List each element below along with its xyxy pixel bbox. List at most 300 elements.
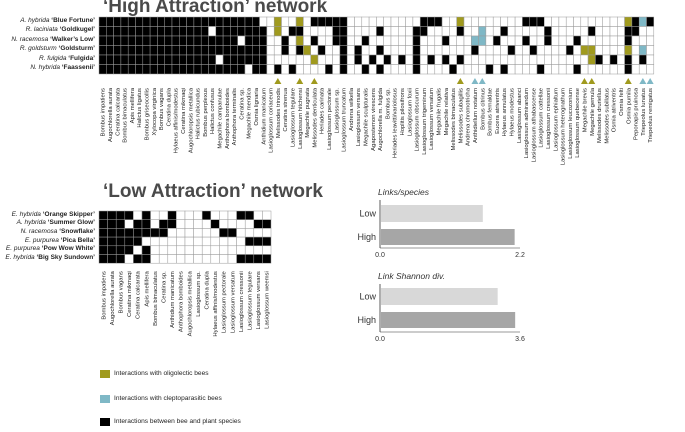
interaction-cell — [176, 246, 185, 255]
interaction-cell — [522, 27, 529, 37]
plant-cultivar: ‘Goldsturm’ — [58, 45, 95, 52]
interaction-cell — [537, 17, 544, 27]
interaction-cell — [150, 55, 157, 65]
bee-label: Hylaeus affinis/modestus — [173, 88, 180, 154]
interaction-cell — [428, 36, 435, 46]
interaction-cell — [347, 27, 354, 37]
interaction-cell — [435, 55, 442, 65]
interaction-cell — [245, 237, 254, 246]
interaction-cell — [515, 65, 522, 75]
interaction-cell — [303, 46, 310, 56]
interaction-cell — [165, 55, 172, 65]
interaction-cell — [369, 65, 376, 75]
interaction-cell — [125, 237, 134, 246]
bee-label: Bombus citrinus — [480, 88, 487, 130]
interaction-cell — [267, 46, 274, 56]
interaction-cell — [99, 246, 108, 255]
interaction-cell — [121, 36, 128, 46]
interaction-cell — [260, 17, 267, 27]
interaction-cell — [223, 17, 230, 27]
interaction-cell — [303, 27, 310, 37]
interaction-cell — [121, 17, 128, 27]
interaction-cell — [413, 17, 420, 27]
bee-label: Bombus bimaculatus — [152, 271, 159, 326]
interaction-cell — [493, 17, 500, 27]
interaction-cell — [552, 65, 559, 75]
interaction-cell — [150, 17, 157, 27]
interaction-cell — [228, 237, 237, 246]
interaction-cell — [530, 17, 537, 27]
interaction-label: Interactions between bee and plant species — [114, 418, 241, 425]
interaction-cell — [223, 55, 230, 65]
interaction-cell — [486, 46, 493, 56]
interaction-cell — [574, 46, 581, 56]
interaction-cell — [187, 46, 194, 56]
bee-label: Osmia felti — [618, 88, 625, 116]
cleptoparasitic-marker — [479, 78, 486, 84]
interaction-cell — [106, 27, 113, 37]
interaction-cell — [136, 27, 143, 37]
interaction-cell — [471, 36, 478, 46]
interaction-cell — [362, 55, 369, 65]
interaction-cell — [566, 55, 573, 65]
bee-label: Andrena chromotricha — [465, 88, 472, 146]
interaction-cell — [201, 27, 208, 37]
oligolectic-label: Interactions with oligolectic bees — [114, 370, 209, 377]
interaction-cell — [296, 55, 303, 65]
interaction-cell — [303, 65, 310, 75]
interaction-cell — [428, 55, 435, 65]
interaction-cell — [245, 220, 254, 229]
interaction-cell — [632, 36, 639, 46]
interaction-cell — [168, 246, 177, 255]
interaction-cell — [610, 65, 617, 75]
interaction-cell — [588, 46, 595, 56]
bee-label: Megachile campanulae — [217, 88, 224, 149]
interaction-cell — [296, 27, 303, 37]
interaction-cell — [333, 65, 340, 75]
interaction-cell — [159, 220, 168, 229]
interaction-cell — [150, 27, 157, 37]
interaction-cell — [311, 65, 318, 75]
interaction-cell — [108, 255, 117, 264]
interaction-cell — [228, 220, 237, 229]
interaction-cell — [595, 27, 602, 37]
interaction-cell — [508, 36, 515, 46]
interaction-cell — [398, 55, 405, 65]
interaction-cell — [610, 46, 617, 56]
interaction-cell — [143, 55, 150, 65]
interaction-cell — [150, 36, 157, 46]
interaction-cell — [99, 46, 106, 56]
bee-label: Megachile gemula — [589, 88, 596, 136]
interaction-cell — [267, 55, 274, 65]
interaction-cell — [216, 65, 223, 75]
interaction-cell — [194, 255, 203, 264]
interaction-cell — [384, 65, 391, 75]
high-category-label: High — [357, 315, 376, 325]
interaction-cell — [493, 36, 500, 46]
plant-cultivar: ‘Walker’s Low’ — [50, 35, 95, 43]
oligolectic-marker — [625, 78, 632, 84]
interaction-cell — [632, 46, 639, 56]
interaction-cell — [121, 46, 128, 56]
interaction-cell — [185, 228, 194, 237]
interaction-cell — [522, 46, 529, 56]
interaction-cell — [311, 27, 318, 37]
interaction-cell — [493, 55, 500, 65]
interaction-cell — [274, 46, 281, 56]
interaction-cell — [211, 211, 220, 220]
interaction-cell — [391, 55, 398, 65]
bee-label: Lasioglossum quebecense — [575, 88, 582, 158]
interaction-cell — [209, 36, 216, 46]
legend — [100, 362, 380, 432]
interaction-cell — [428, 27, 435, 37]
bee-label: Ceratina mikmaqi — [127, 271, 134, 318]
plant-species: E. hybrida — [5, 254, 37, 261]
interaction-cell — [435, 36, 442, 46]
high-category-label: High — [357, 232, 376, 242]
interaction-cell — [211, 237, 220, 246]
interaction-cell — [595, 17, 602, 27]
interaction-cell — [501, 17, 508, 27]
interaction-cell — [406, 46, 413, 56]
interaction-cell — [625, 65, 632, 75]
interaction-cell — [172, 36, 179, 46]
bee-label: Melissodes subagillis — [458, 87, 465, 144]
bee-label: Lasioglossum tegulare — [247, 271, 254, 331]
interaction-cell — [376, 27, 383, 37]
interaction-cell — [355, 46, 362, 56]
interaction-cell — [99, 65, 106, 75]
interaction-cell — [603, 55, 610, 65]
interaction-cell — [501, 65, 508, 75]
interaction-cell — [420, 36, 427, 46]
interaction-cell — [202, 228, 211, 237]
oligolectic-marker — [588, 78, 595, 84]
interaction-cell — [179, 55, 186, 65]
interaction-cell — [333, 27, 340, 37]
interaction-cell — [209, 65, 216, 75]
interaction-cell — [282, 17, 289, 27]
interaction-cell — [632, 55, 639, 65]
interaction-cell — [116, 246, 125, 255]
interaction-cell — [157, 17, 164, 27]
tick-label: 2.2 — [515, 252, 525, 259]
interaction-cell — [254, 211, 263, 220]
interaction-cell — [435, 27, 442, 37]
interaction-cell — [282, 55, 289, 65]
interaction-cell — [114, 17, 121, 27]
interaction-cell — [464, 17, 471, 27]
interaction-cell — [574, 65, 581, 75]
bee-label: Anthidiellum notatum — [472, 88, 479, 144]
interaction-cell — [223, 36, 230, 46]
interaction-cell — [333, 55, 340, 65]
interaction-cell — [603, 27, 610, 37]
interaction-cell — [398, 36, 405, 46]
interaction-cell — [159, 228, 168, 237]
interaction-cell — [369, 17, 376, 27]
interaction-cell — [522, 17, 529, 27]
interaction-cell — [237, 246, 246, 255]
interaction-cell — [114, 65, 121, 75]
bee-label: Halictus rubicundus — [195, 88, 202, 140]
bee-label: Osmia lignaria — [253, 88, 260, 126]
interaction-cell — [647, 36, 654, 46]
interaction-cell — [143, 17, 150, 27]
interaction-cell — [185, 211, 194, 220]
interaction-cell — [116, 211, 125, 220]
bee-label: Ceratina dupla — [166, 88, 173, 127]
interaction-cell — [530, 55, 537, 65]
interaction-cell — [136, 65, 143, 75]
bee-label: Lasioglossum cattellae — [538, 88, 545, 148]
interaction-cell — [150, 46, 157, 56]
interaction-cell — [647, 27, 654, 37]
interaction-cell — [457, 65, 464, 75]
low-bar — [381, 288, 498, 305]
bee-label: Anthophora bomboides — [224, 88, 231, 149]
interaction-cell — [325, 27, 332, 37]
interaction-cell — [515, 55, 522, 65]
interaction-cell — [544, 27, 551, 37]
interaction-cell — [114, 27, 121, 37]
interaction-cell — [595, 36, 602, 46]
interaction-cell — [106, 46, 113, 56]
plant-cultivar: ‘Pica Bella’ — [60, 236, 95, 244]
interaction-cell — [187, 27, 194, 37]
interaction-cell — [617, 17, 624, 27]
interaction-cell — [296, 36, 303, 46]
interaction-cell — [194, 220, 203, 229]
interaction-cell — [588, 55, 595, 65]
bee-label: Lasioglossum foxii — [407, 88, 414, 137]
interaction-cell — [176, 255, 185, 264]
interaction-cell — [254, 220, 263, 229]
interaction-cell — [355, 65, 362, 75]
bee-label: Osmia atriventris — [611, 88, 618, 133]
interaction-cell — [311, 46, 318, 56]
interaction-cell — [282, 46, 289, 56]
interaction-cell — [413, 36, 420, 46]
interaction-cell — [355, 17, 362, 27]
plant-cultivar: ‘Blue Fortune’ — [51, 16, 95, 24]
interaction-cell — [552, 17, 559, 27]
bee-label: Bombus impatiens — [100, 87, 107, 137]
bee-label: Augochloropsis metallica — [187, 271, 194, 337]
interaction-cell — [150, 65, 157, 75]
high-bar — [381, 229, 515, 245]
interaction-cell — [544, 46, 551, 56]
bee-label: Lasioglossum truncatum — [341, 88, 348, 152]
interaction-cell — [176, 211, 185, 220]
interaction-cell — [347, 46, 354, 56]
bee-label: Ceratina calcarata — [115, 88, 122, 136]
interaction-cell — [384, 27, 391, 37]
interaction-cell — [125, 211, 134, 220]
interaction-cell — [449, 46, 456, 56]
interaction-cell — [262, 246, 271, 255]
interaction-cell — [151, 246, 160, 255]
interaction-cell — [289, 17, 296, 27]
interaction-cell — [544, 55, 551, 65]
interaction-cell — [486, 36, 493, 46]
interaction-cell — [471, 55, 478, 65]
interaction-cell — [185, 246, 194, 255]
interaction-cell — [435, 65, 442, 75]
plant-species: N. hybrida — [30, 64, 62, 71]
interaction-cell — [136, 17, 143, 27]
interaction-cell — [508, 65, 515, 75]
interaction-cell — [471, 27, 478, 37]
interaction-cell — [245, 65, 252, 75]
interaction-cell — [625, 27, 632, 37]
interaction-cell — [413, 27, 420, 37]
interaction-cell — [116, 255, 125, 264]
low-network-title: ‘Low Attraction’ network — [103, 181, 323, 202]
interaction-cell — [187, 36, 194, 46]
interaction-cell — [202, 246, 211, 255]
interaction-cell — [603, 65, 610, 75]
interaction-cell — [610, 27, 617, 37]
interaction-cell — [340, 17, 347, 27]
bee-label: Lasioglossum admirandum — [524, 88, 531, 159]
bee-label: Heriades carinata — [319, 88, 326, 135]
interaction-cell — [201, 46, 208, 56]
interaction-cell — [168, 211, 177, 220]
bee-label: Ceratina sp. — [161, 271, 168, 303]
interaction-cell — [515, 36, 522, 46]
bee-label: Anthidium manicatum — [170, 271, 177, 328]
interaction-cell — [566, 27, 573, 37]
interaction-cell — [376, 17, 383, 27]
interaction-cell — [121, 27, 128, 37]
bee-label: Lasioglossum sp. — [195, 271, 202, 317]
interaction-cell — [384, 55, 391, 65]
interaction-cell — [179, 17, 186, 27]
interaction-cell — [398, 65, 405, 75]
bee-label: Lasioglossum versans — [356, 88, 363, 147]
interaction-cell — [362, 27, 369, 37]
interaction-cell — [574, 27, 581, 37]
interaction-cell — [228, 228, 237, 237]
interaction-cell — [106, 65, 113, 75]
interaction-cell — [449, 65, 456, 75]
bee-label: Lasioglossum abanci — [516, 88, 523, 144]
interaction-cell — [142, 211, 151, 220]
interaction-cell — [230, 36, 237, 46]
interaction-cell — [114, 55, 121, 65]
interaction-cell — [479, 46, 486, 56]
interaction-cell — [603, 17, 610, 27]
oligolectic-marker — [296, 78, 303, 84]
interaction-cell — [522, 65, 529, 75]
interaction-cell — [296, 17, 303, 27]
interaction-cell — [559, 55, 566, 65]
bee-label: Apis mellifera — [144, 271, 151, 307]
interaction-cell — [274, 36, 281, 46]
interaction-cell — [267, 27, 274, 37]
interaction-cell — [201, 17, 208, 27]
interaction-cell — [632, 17, 639, 27]
interaction-cell — [625, 17, 632, 27]
interaction-cell — [201, 55, 208, 65]
plant-cultivar: ‘Goldkugel’ — [59, 26, 95, 33]
interaction-cell — [254, 246, 263, 255]
bee-label: Lasioglossum hitchensi — [297, 88, 304, 149]
interaction-cell — [515, 17, 522, 27]
interaction-cell — [245, 255, 254, 264]
interaction-cell — [501, 55, 508, 65]
bee-label: Ceratina dupla — [204, 271, 211, 310]
interaction-cell — [457, 55, 464, 65]
interaction-cell — [238, 55, 245, 65]
interaction-cell — [237, 211, 246, 220]
interaction-cell — [106, 55, 113, 65]
interaction-cell — [165, 27, 172, 37]
interaction-cell — [237, 255, 246, 264]
bee-label: Megachile frugalis — [436, 88, 443, 136]
interaction-cell — [588, 36, 595, 46]
interaction-cell — [267, 65, 274, 75]
interaction-cell — [133, 220, 142, 229]
interaction-cell — [333, 36, 340, 46]
interaction-cell — [311, 36, 318, 46]
interaction-cell — [202, 237, 211, 246]
bee-label: Lasioglossum pectorale — [326, 88, 333, 150]
interaction-cell — [318, 46, 325, 56]
interaction-cell — [588, 17, 595, 27]
oligolectic-marker — [581, 78, 588, 84]
interaction-cell — [617, 36, 624, 46]
interaction-cell — [537, 46, 544, 56]
interaction-cell — [237, 228, 246, 237]
interaction-cell — [442, 65, 449, 75]
interaction-cell — [274, 65, 281, 75]
interaction-cell — [99, 220, 108, 229]
interaction-cell — [219, 220, 228, 229]
interaction-cell — [114, 46, 121, 56]
interaction-cell — [442, 17, 449, 27]
interaction-cell — [479, 27, 486, 37]
bee-label: Bombus fernaldae — [487, 88, 494, 136]
interaction-cell — [228, 246, 237, 255]
bee-label: Bombus vagans — [159, 88, 166, 131]
interaction-cell — [362, 36, 369, 46]
interaction-cell — [260, 55, 267, 65]
interaction-cell — [238, 36, 245, 46]
interaction-cell — [142, 220, 151, 229]
interaction-cell — [216, 17, 223, 27]
interaction-cell — [347, 55, 354, 65]
interaction-cell — [588, 27, 595, 37]
interaction-cell — [99, 55, 106, 65]
interaction-cell — [457, 36, 464, 46]
interaction-cell — [581, 27, 588, 37]
interaction-cell — [501, 27, 508, 37]
interaction-cell — [537, 27, 544, 37]
interaction-cell — [544, 17, 551, 27]
interaction-cell — [428, 65, 435, 75]
interaction-cell — [252, 36, 259, 46]
interaction-cell — [142, 228, 151, 237]
interaction-cell — [559, 17, 566, 27]
interaction-cell — [262, 228, 271, 237]
interaction-cell — [99, 211, 108, 220]
interaction-cell — [406, 65, 413, 75]
